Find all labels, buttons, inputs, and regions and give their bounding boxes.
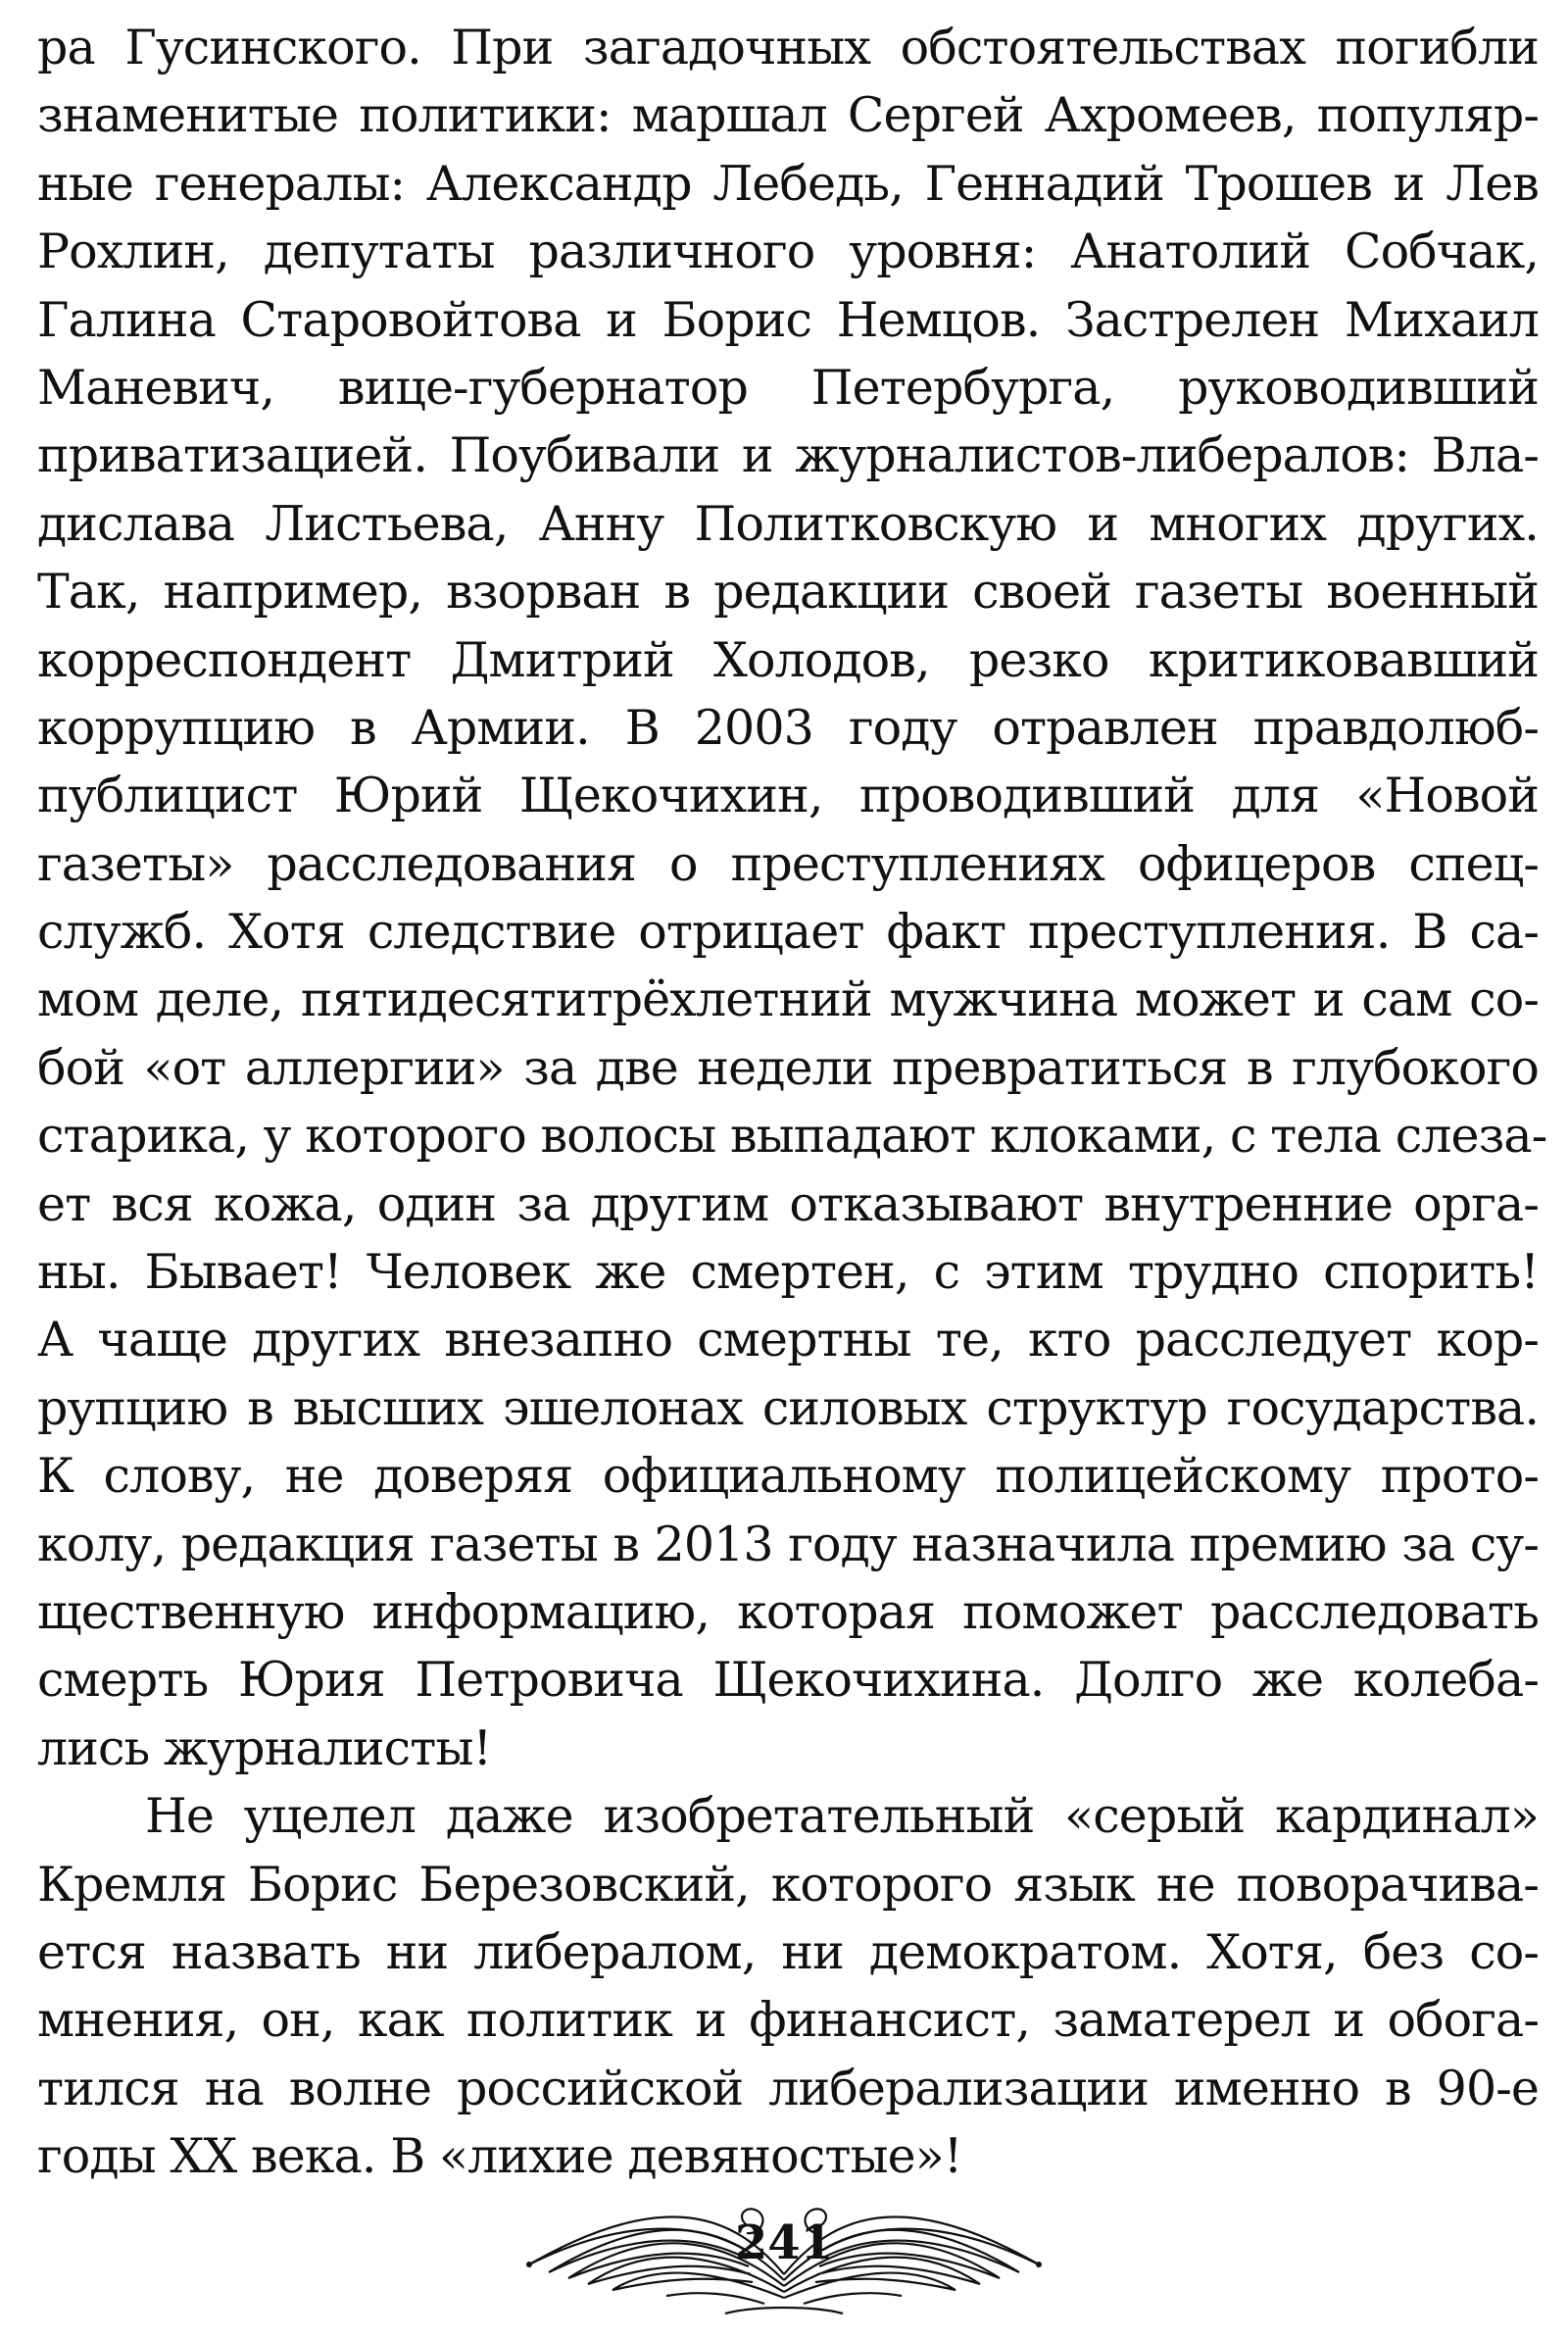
text-line: приватизацией. Поубивали и журналистов-либералов: Вла- bbox=[37, 427, 1539, 484]
text-line: Рохлин, депутаты различного уровня: Анатолий Собчак, bbox=[37, 224, 1539, 280]
text-line: ра Гусинского. При загадочных обстоятельствах погибли bbox=[37, 20, 1539, 75]
text-line: служб. Хотя следствие отрицает факт преступления. В са- bbox=[37, 904, 1539, 961]
text-line: лись журналисты! bbox=[37, 1719, 492, 1776]
page-folio bbox=[490, 2157, 1078, 2323]
text-line: корреспондент Дмитрий Холодов, резко критиковавший bbox=[37, 631, 1539, 688]
text-line: мнения, он, как политик и финансист, заматерел и обога- bbox=[37, 1992, 1539, 2049]
text-line: коррупцию в Армии. В 2003 году отравлен правдолюб- bbox=[37, 699, 1539, 756]
text-line: знаменитые политики: маршал Сергей Ахромеев, популяр- bbox=[37, 87, 1539, 144]
text-line: Маневич, вице-губернатор Петербурга, руководивший bbox=[37, 359, 1539, 416]
text-line: публицист Юрий Щекочихин, проводивший для «Новой bbox=[37, 768, 1539, 824]
text-line: дислава Листьева, Анну Политковскую и многих других. bbox=[37, 495, 1539, 552]
text-line: ны. Бывает! Человек же смертен, с этим трудно спорить! bbox=[37, 1244, 1539, 1301]
text-line: К слову, не доверяя официальному полицейскому прото- bbox=[37, 1448, 1539, 1505]
text-line: Кремля Борис Березовский, которого язык не поворачива- bbox=[37, 1856, 1539, 1913]
text-line: колу, редакция газеты в 2013 году назначила премию за су- bbox=[37, 1516, 1539, 1572]
text-line: А чаще других внезапно смертны те, кто расследует кор- bbox=[37, 1312, 1539, 1368]
text-line: ет вся кожа, один за другим отказывают внутренние орга- bbox=[37, 1175, 1539, 1232]
text-line: годы XX века. В «лихие девяностые»! bbox=[37, 2128, 962, 2185]
page-number: 241 bbox=[734, 2215, 834, 2270]
text-line: Не уцелел даже изобретательный «серый кардинал» bbox=[145, 1788, 1539, 1845]
text-line: ные генералы: Александр Лебедь, Геннадий Трошев и Лев bbox=[37, 155, 1539, 212]
text-line: щественную информацию, которая поможет расследовать bbox=[37, 1583, 1539, 1640]
text-line: рупцию в высших эшелонах силовых структур государства. bbox=[37, 1379, 1539, 1436]
text-line: ется назвать ни либералом, ни демократом. Хотя, без со- bbox=[37, 1923, 1539, 1980]
text-line: газеты» расследования о преступлениях офицеров спец- bbox=[37, 835, 1539, 892]
text-line: мом деле, пятидесятитрёхлетний мужчина может и сам со- bbox=[37, 971, 1539, 1028]
text-line: тился на волне российской либерализации именно в 90-е bbox=[37, 2060, 1539, 2116]
text-line: старика, у которого волосы выпадают клоками, с тела слеза- bbox=[37, 1108, 1547, 1165]
text-line: Галина Старовойтова и Борис Немцов. Застрелен Михаил bbox=[37, 291, 1539, 348]
text-line: бой «от аллергии» за две недели превратиться в глубокого bbox=[37, 1039, 1539, 1096]
text-line: Так, например, взорван в редакции своей газеты военный bbox=[37, 564, 1539, 621]
text-line: смерть Юрия Петровича Щекочихина. Долго же колеба- bbox=[37, 1652, 1539, 1709]
page-body-text bbox=[37, 14, 1547, 2191]
